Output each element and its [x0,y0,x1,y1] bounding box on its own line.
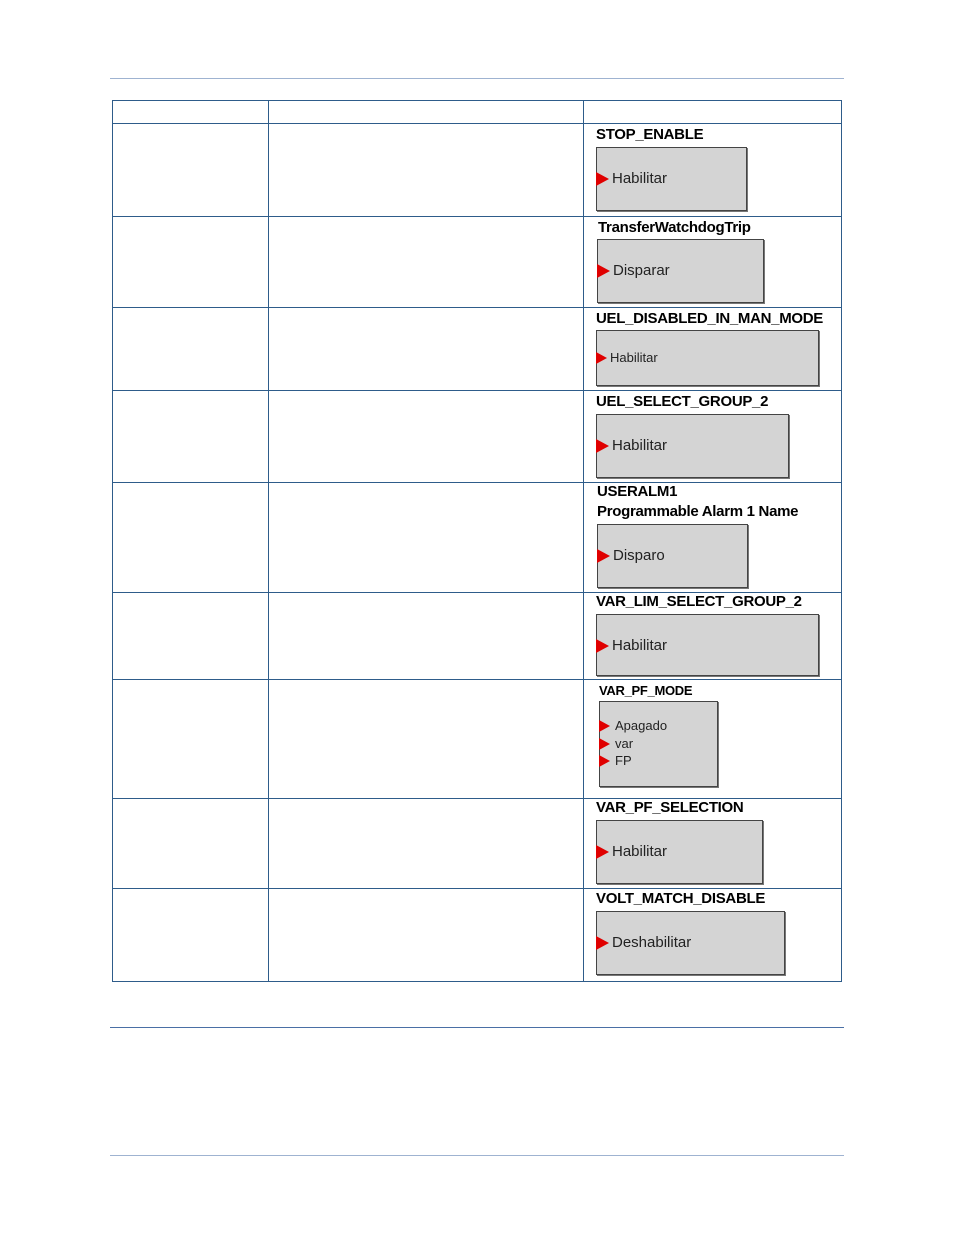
row-cell-description [269,889,584,981]
block-title: TransferWatchdogTrip [598,219,751,236]
input-pin-label: Habilitar [610,350,658,365]
input-pin-arrow-icon [596,172,609,186]
input-pin [599,718,667,733]
logic-block [597,239,764,303]
row-cell-name [113,217,269,307]
row-cell-diagram [584,593,841,679]
row-cell-name [113,308,269,390]
input-pin-arrow-icon [597,264,610,278]
block-subtitle: Programmable Alarm 1 Name [597,503,799,520]
header-cell-2 [269,101,584,123]
block-title: VOLT_MATCH_DISABLE [596,890,766,907]
table-row [112,593,842,680]
table-header-row [112,100,842,124]
header-rule [110,78,844,79]
logic-block [596,330,819,386]
row-cell-description [269,124,584,216]
input-pin-label: FP [615,753,632,768]
block-title: VAR_PF_MODE [599,683,693,698]
row-cell-name [113,391,269,482]
logic-block [596,414,789,478]
footer-rule [110,1155,844,1156]
row-cell-diagram [584,889,841,981]
block-title: UEL_DISABLED_IN_MAN_MODE [596,310,823,327]
row-cell-name [113,799,269,888]
input-pin-arrow-icon [599,738,610,750]
input-pin-label: Disparo [613,547,665,564]
header-cell-3 [584,101,841,123]
row-cell-diagram [584,308,841,390]
block-title: STOP_ENABLE [596,126,704,143]
logic-block [596,820,763,884]
input-pin-arrow-icon [596,352,607,364]
table-row [112,680,842,799]
row-cell-name [113,483,269,592]
row-cell-name [113,889,269,981]
block-title: USERALM1 [597,483,678,500]
block-title: VAR_LIM_SELECT_GROUP_2 [596,593,802,610]
row-cell-description [269,483,584,592]
input-pin [599,736,633,751]
row-cell-diagram [584,680,841,798]
input-pin [599,753,632,768]
row-cell-description [269,680,584,798]
input-pin-arrow-icon [596,936,609,950]
input-pin [596,934,691,951]
input-pin-arrow-icon [599,720,610,732]
row-cell-diagram [584,217,841,307]
row-cell-diagram [584,483,841,592]
input-pin-label: Deshabilitar [612,934,692,951]
row-cell-diagram [584,799,841,888]
table-row [112,124,842,217]
table-row [112,889,842,982]
input-pin [596,637,667,654]
block-title: VAR_PF_SELECTION [596,799,744,816]
row-cell-description [269,391,584,482]
block-title: UEL_SELECT_GROUP_2 [596,393,769,410]
logic-block [596,147,747,211]
header-cell-1 [113,101,269,123]
input-pin [596,843,667,860]
input-pin-label: Habilitar [612,843,668,860]
row-cell-diagram [584,391,841,482]
row-cell-description [269,217,584,307]
input-pin-label: var [615,736,634,751]
table-row [112,483,842,593]
logic-block [596,614,819,676]
row-cell-description [269,308,584,390]
input-pin [596,170,667,187]
logic-block [599,701,718,787]
logic-block [597,524,748,588]
row-cell-name [113,124,269,216]
row-cell-diagram [584,124,841,216]
row-cell-name [113,680,269,798]
row-cell-description [269,799,584,888]
table-row [112,799,842,889]
section-divider [110,1027,844,1028]
input-pin-label: Habilitar [612,637,668,654]
input-pin [597,262,670,279]
input-pin-arrow-icon [596,845,609,859]
input-pin-label: Habilitar [612,170,668,187]
input-pin-arrow-icon [596,439,609,453]
logic-elements-table [112,100,842,982]
input-pin-arrow-icon [596,639,609,653]
input-pin-label: Disparar [613,262,670,279]
table-row [112,391,842,483]
row-cell-description [269,593,584,679]
input-pin [597,547,665,564]
input-pin [596,437,667,454]
logic-block [596,911,785,975]
table-row [112,217,842,308]
row-cell-name [113,593,269,679]
input-pin-label: Habilitar [612,437,668,454]
input-pin-arrow-icon [599,755,610,767]
input-pin [596,350,658,365]
input-pin-label: Apagado [615,718,668,733]
table-row [112,308,842,391]
input-pin-arrow-icon [597,549,610,563]
